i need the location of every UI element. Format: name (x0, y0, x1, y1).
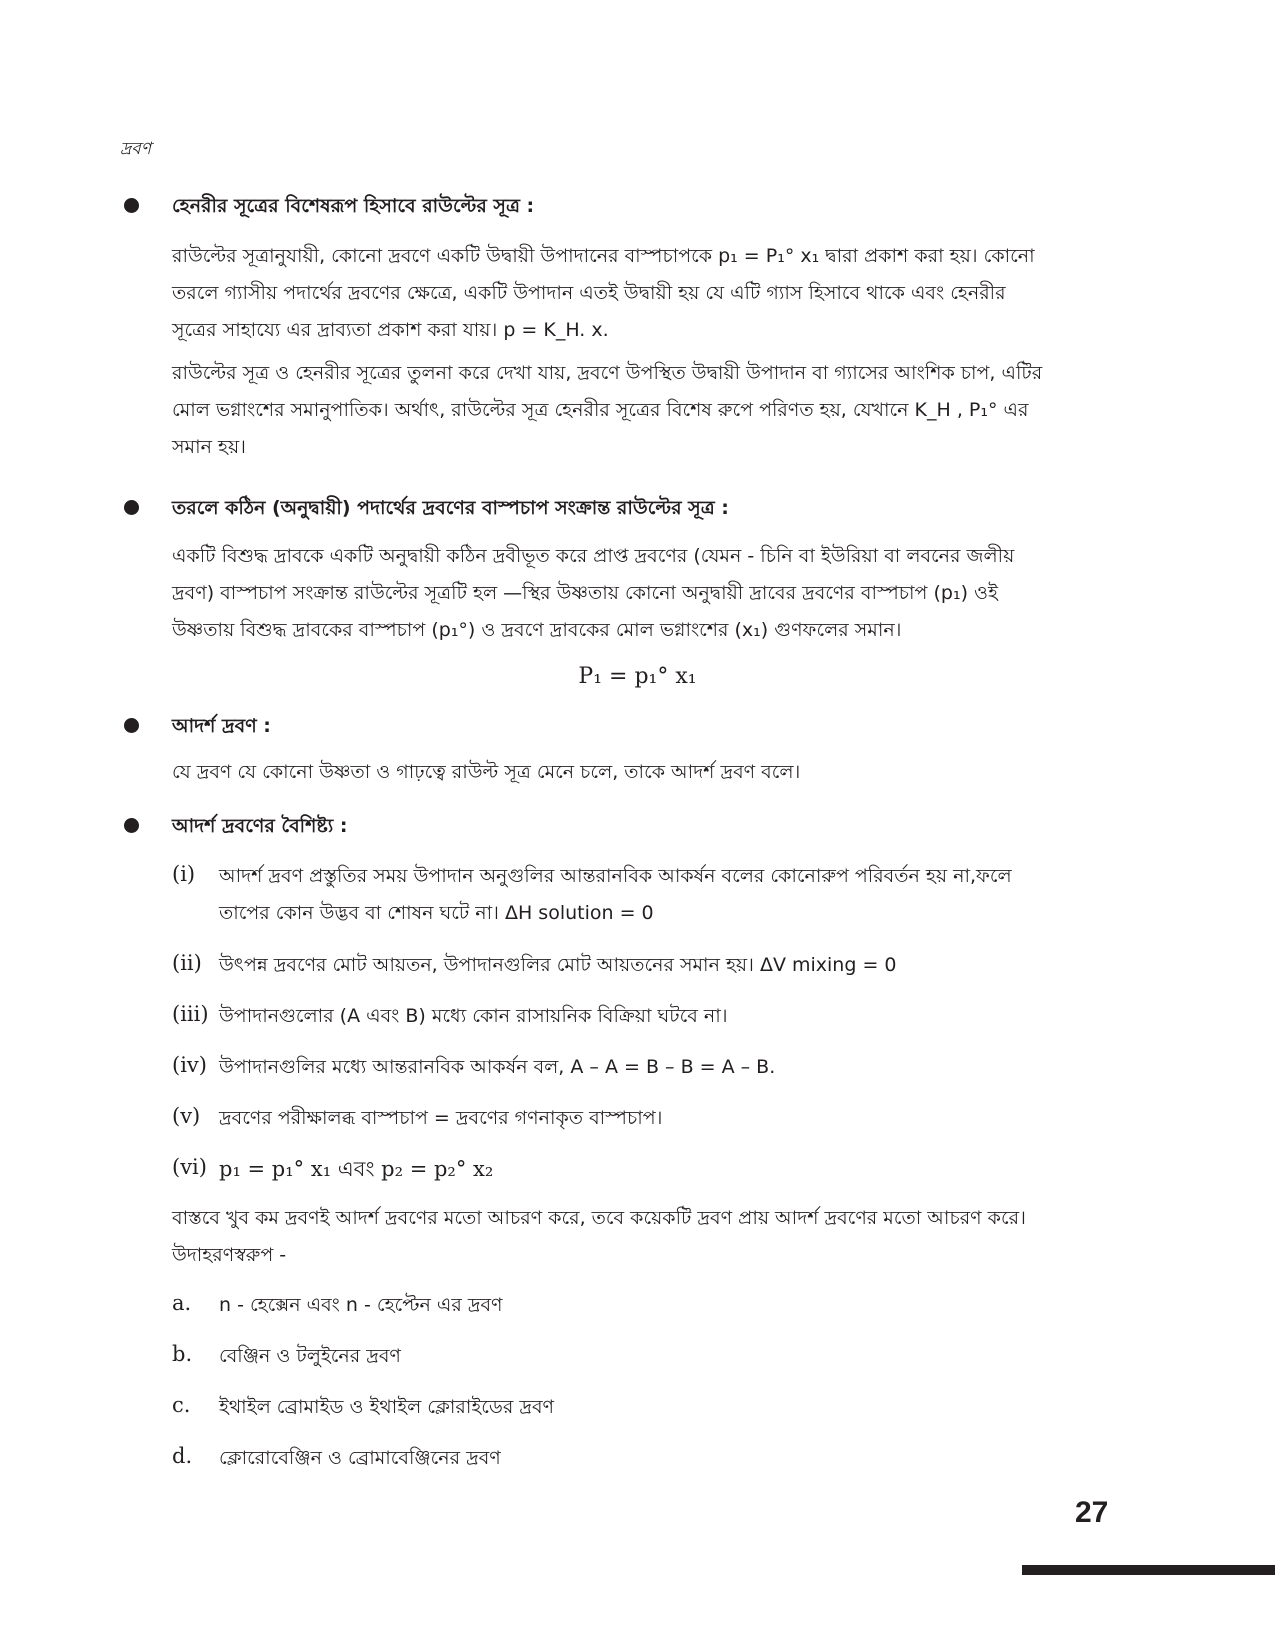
bullet-icon (124, 718, 139, 733)
list-item (219, 998, 728, 1035)
list-item (219, 1151, 493, 1188)
section-heading: আদর্শ দ্রবণের বৈশিষ্ট্য : (172, 815, 348, 837)
list-item: ইথাইল ব্রোমাইড ও ইথাইল ক্লোরাইডের দ্রবণ (219, 1396, 555, 1418)
list-item-number: (ii) (172, 951, 202, 975)
list-item (219, 1049, 775, 1086)
list-item-number: a. (172, 1291, 192, 1315)
paragraph (172, 538, 1114, 649)
bullet-icon (124, 198, 139, 213)
text-line: একটি বিশুদ্ধ দ্রাবকে একটি অনুদ্বায়ী কঠিন দ্রবীভূত করে প্রাপ্ত দ্রবণের (যেমন - চিনি বা ইউরিয়া বা লবনের জলীয় (172, 545, 1015, 567)
list-item-number: (i) (172, 862, 196, 886)
text-line: যে দ্রবণ যে কোনো উষ্ণতা ও গাঢ়ত্বে রাউল্ট সূত্র মেনে চলে, তাকে আদর্শ দ্রবণ বলে। (172, 761, 801, 783)
section-heading: হেনরীর সূত্রের বিশেষরূপ হিসাবে রাউল্টের সূত্র : (172, 195, 535, 217)
list-item-number: (v) (172, 1104, 201, 1128)
paragraph (172, 355, 1114, 466)
text-line: উদাহরণস্বরুপ - (172, 1244, 287, 1266)
text-line: উপাদানগুলোর (A এবং B) মধ্যে কোন রাসায়নিক বিক্রিয়া ঘটবে না। (219, 1005, 728, 1027)
text-line: দ্রবণ) বাস্পচাপ সংক্রান্ত রাউল্টের সূত্রটি হল —স্থির উষ্ণতায় কোনো অনুদ্বায়ী দ্রাবের দ্রবণের বাস্পচাপ (p₁) ওই (172, 582, 998, 604)
text-line: উষ্ণতায় বিশুদ্ধ দ্রাবকের বাস্পচাপ (p₁°) ও দ্রবণে দ্রাবকের মোল ভগ্নাংশের (x₁) গুণফলের সমান। (172, 619, 902, 641)
list-item-number: c. (172, 1393, 191, 1417)
running-head: দ্রবণ (120, 139, 152, 159)
text-line: উৎপন্ন দ্রবণের মোট আয়তন, উপাদানগুলির মোট আয়তনের সমান হয়। ΔV mixing = 0 (219, 954, 897, 976)
section-heading: আদর্শ দ্রবণ : (172, 715, 271, 737)
text-line: দ্রবণের পরীক্ষালব্ধ বাস্পচাপ = দ্রবণের গণনাকৃত বাস্পচাপ। (219, 1107, 663, 1129)
text-line: রাউল্টের সূত্রানুযায়ী, কোনো দ্রবণে একটি উদ্বায়ী উপাদানের বাস্পচাপকে p₁ = P₁° x₁ দ্বারা প্রকাশ করা হয়। কোনো (172, 245, 1035, 267)
list-item-number: (vi) (172, 1155, 207, 1179)
text-line: সমান হয়। (172, 436, 246, 458)
text-line: সূত্রের সাহায্যে এর দ্রাব্যতা প্রকাশ করা যায়। p = K_H. x. (172, 319, 609, 341)
page-number: 27 (1075, 1496, 1109, 1529)
paragraph (172, 1200, 1114, 1274)
list-item (219, 1100, 662, 1137)
bullet-icon (124, 818, 139, 833)
list-item: বেঞ্জিন ও টলুইনের দ্রবণ (219, 1345, 401, 1367)
list-item: ক্লোরোবেঞ্জিন ও ব্রোমাবেঞ্জিনের দ্রবণ (219, 1447, 501, 1469)
section-heading: তরলে কঠিন (অনুদ্বায়ী) পদার্থের দ্রবণের বাস্পচাপ সংক্রান্ত রাউল্টের সূত্র : (172, 497, 729, 519)
text-line: উপাদানগুলির মধ্যে আন্তরানবিক আকর্ষন বল, A – A = B – B = A – B. (219, 1056, 776, 1078)
list-item (219, 858, 1012, 932)
bullet-icon (124, 500, 139, 515)
text-line: মোল ভগ্নাংশের সমানুপাতিক। অর্থাৎ, রাউল্টের সূত্র হেনরীর সূত্রের বিশেষ রুপে পরিণত হয়, যেখানে K_H , P₁° এর (172, 399, 1029, 421)
paragraph (172, 238, 1114, 349)
list-item: n - হেক্সেন এবং n - হেপ্টেন এর দ্রবণ (219, 1294, 503, 1316)
paragraph (172, 754, 1114, 791)
list-item-number: (iv) (172, 1053, 207, 1077)
text-line: রাউল্টের সূত্র ও হেনরীর সূত্রের তুলনা করে দেখা যায়, দ্রবণে উপস্থিত উদ্বায়ী উপাদান বা গ্যাসের আংশিক চাপ, এটির (172, 362, 1043, 384)
text-line: আদর্শ দ্রবণ প্রস্তুতির সময় উপাদান অনুগুলির আন্তরানবিক আকর্ষন বলের কোনোরুপ পরিবর্তন হয় না,ফলে (219, 865, 1012, 887)
list-item-number: (iii) (172, 1002, 209, 1026)
text-line: বাস্তবে খুব কম দ্রবণই আদর্শ দ্রবণের মতো আচরণ করে, তবে কয়েকটি দ্রবণ প্রায় আদর্শ দ্রবণের মতো আচরণ করে। (172, 1207, 1026, 1229)
text-line: p₁ = p₁° x₁ এবং p₂ = p₂° x₂ (219, 1157, 494, 1181)
text-line: তাপের কোন উদ্ভব বা শোষন ঘটে না। ΔH solution = 0 (219, 902, 654, 924)
footer-bar (1022, 1565, 1275, 1575)
list-item-number: d. (172, 1444, 193, 1468)
list-item (219, 947, 897, 984)
list-item-number: b. (172, 1342, 193, 1366)
text-line: তরলে গ্যাসীয় পদার্থের দ্রবণের ক্ষেত্রে, একটি উপাদান এতই উদ্বায়ী হয় যে এটি গ্যাস হিসাবে থাকে এবং হেনরীর (172, 282, 1006, 304)
formula: P₁ = p₁° x₁ (578, 664, 697, 689)
